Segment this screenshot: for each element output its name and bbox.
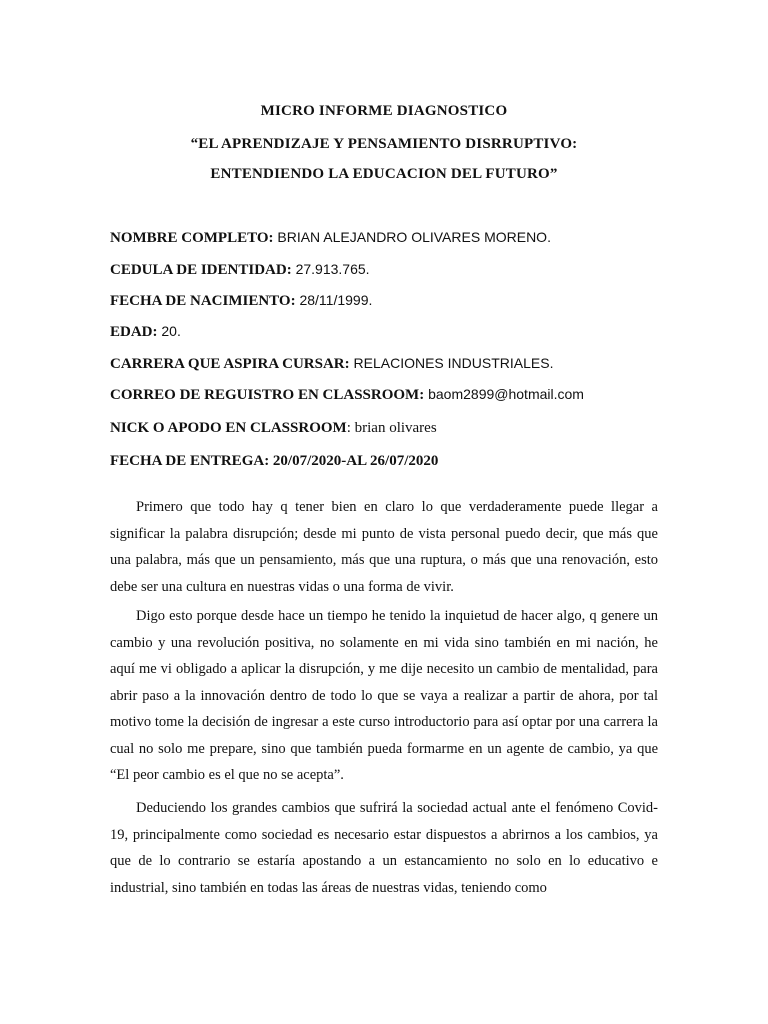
field-nick bbox=[110, 420, 670, 437]
field-nombre-label: NOMBRE COMPLETO: bbox=[110, 230, 274, 246]
field-correo-value: baom2899@hotmail.com bbox=[424, 386, 584, 402]
field-cedula-value: 27.913.765. bbox=[291, 261, 370, 277]
field-edad-value: 20. bbox=[157, 323, 181, 339]
field-nacimiento-value: 28/11/1999. bbox=[295, 292, 373, 308]
field-carrera-label: CARRERA QUE ASPIRA CURSAR: bbox=[110, 356, 350, 372]
body-paragraph-1: Primero que todo hay q tener bien en claro lo que verdaderamente puede llegar a significar la palabra disrupción; desde mi punto de vista personal puedo decir, que más que una palabra, más que un pensamiento, más que una ruptura, o más que una renovación, esto debe ser una cultura en nuestras vidas o una forma de vivir. bbox=[110, 499, 658, 595]
document-title: MICRO INFORME DIAGNOSTICO bbox=[260, 103, 508, 119]
field-nombre-value: BRIAN ALEJANDRO OLIVARES MORENO. bbox=[273, 229, 551, 245]
body-paragraph-2: Digo esto porque desde hace un tiempo he tenido la inquietud de hacer algo, q genere un cambio y una revolución positiva, no solamente en mi vida sino también en mi nación, he aquí me vi obligado a aplicar la disrupción, y me dije necesito un cambio de mentalidad, para abrir paso a la innovación dentro de todo lo que se vaya a realizar a partir de ahora, por tal motivo tome la decisión de ingresar a este curso introductorio para así optar por una carrera la cual no solo me prepare, sino que también pueda formarme en un agente de cambio, ya que “El peor cambio es el que no se acepta”. bbox=[110, 608, 658, 783]
field-nacimiento-label: FECHA DE NACIMIENTO: bbox=[110, 293, 296, 309]
field-nick-value: : brian olivares bbox=[346, 420, 437, 436]
field-edad-label: EDAD: bbox=[110, 324, 158, 340]
field-carrera bbox=[110, 355, 670, 373]
field-correo bbox=[110, 386, 670, 404]
field-nombre bbox=[110, 229, 670, 247]
field-edad bbox=[110, 323, 670, 341]
document-subtitle-line-1: “EL APRENDIZAJE Y PENSAMIENTO DISRRUPTIVO: bbox=[190, 136, 578, 152]
field-carrera-value: RELACIONES INDUSTRIALES. bbox=[349, 355, 554, 371]
document-subtitle-line-2: ENTENDIENDO LA EDUCACION DEL FUTURO” bbox=[210, 166, 558, 182]
body-paragraph-3: Deduciendo los grandes cambios que sufrirá la sociedad actual ante el fenómeno Covid-19, principalmente como sociedad es necesario estar dispuestos a abrirnos a los cambios, ya que de lo contrario se estaría apostando a un estancamiento no solo en lo educativo e industrial, sino también en todas las áreas de nuestras vidas, teniendo como bbox=[110, 800, 658, 896]
field-cedula bbox=[110, 261, 670, 279]
field-entrega bbox=[110, 453, 670, 470]
field-entrega-label: FECHA DE ENTREGA: 20/07/2020-AL 26/07/2020 bbox=[110, 453, 439, 469]
field-nick-label: NICK O APODO EN CLASSROOM bbox=[110, 420, 347, 436]
field-correo-label: CORREO DE REGUISTRO EN CLASSROOM: bbox=[110, 387, 425, 403]
field-nacimiento bbox=[110, 292, 670, 310]
field-cedula-label: CEDULA DE IDENTIDAD: bbox=[110, 262, 292, 278]
